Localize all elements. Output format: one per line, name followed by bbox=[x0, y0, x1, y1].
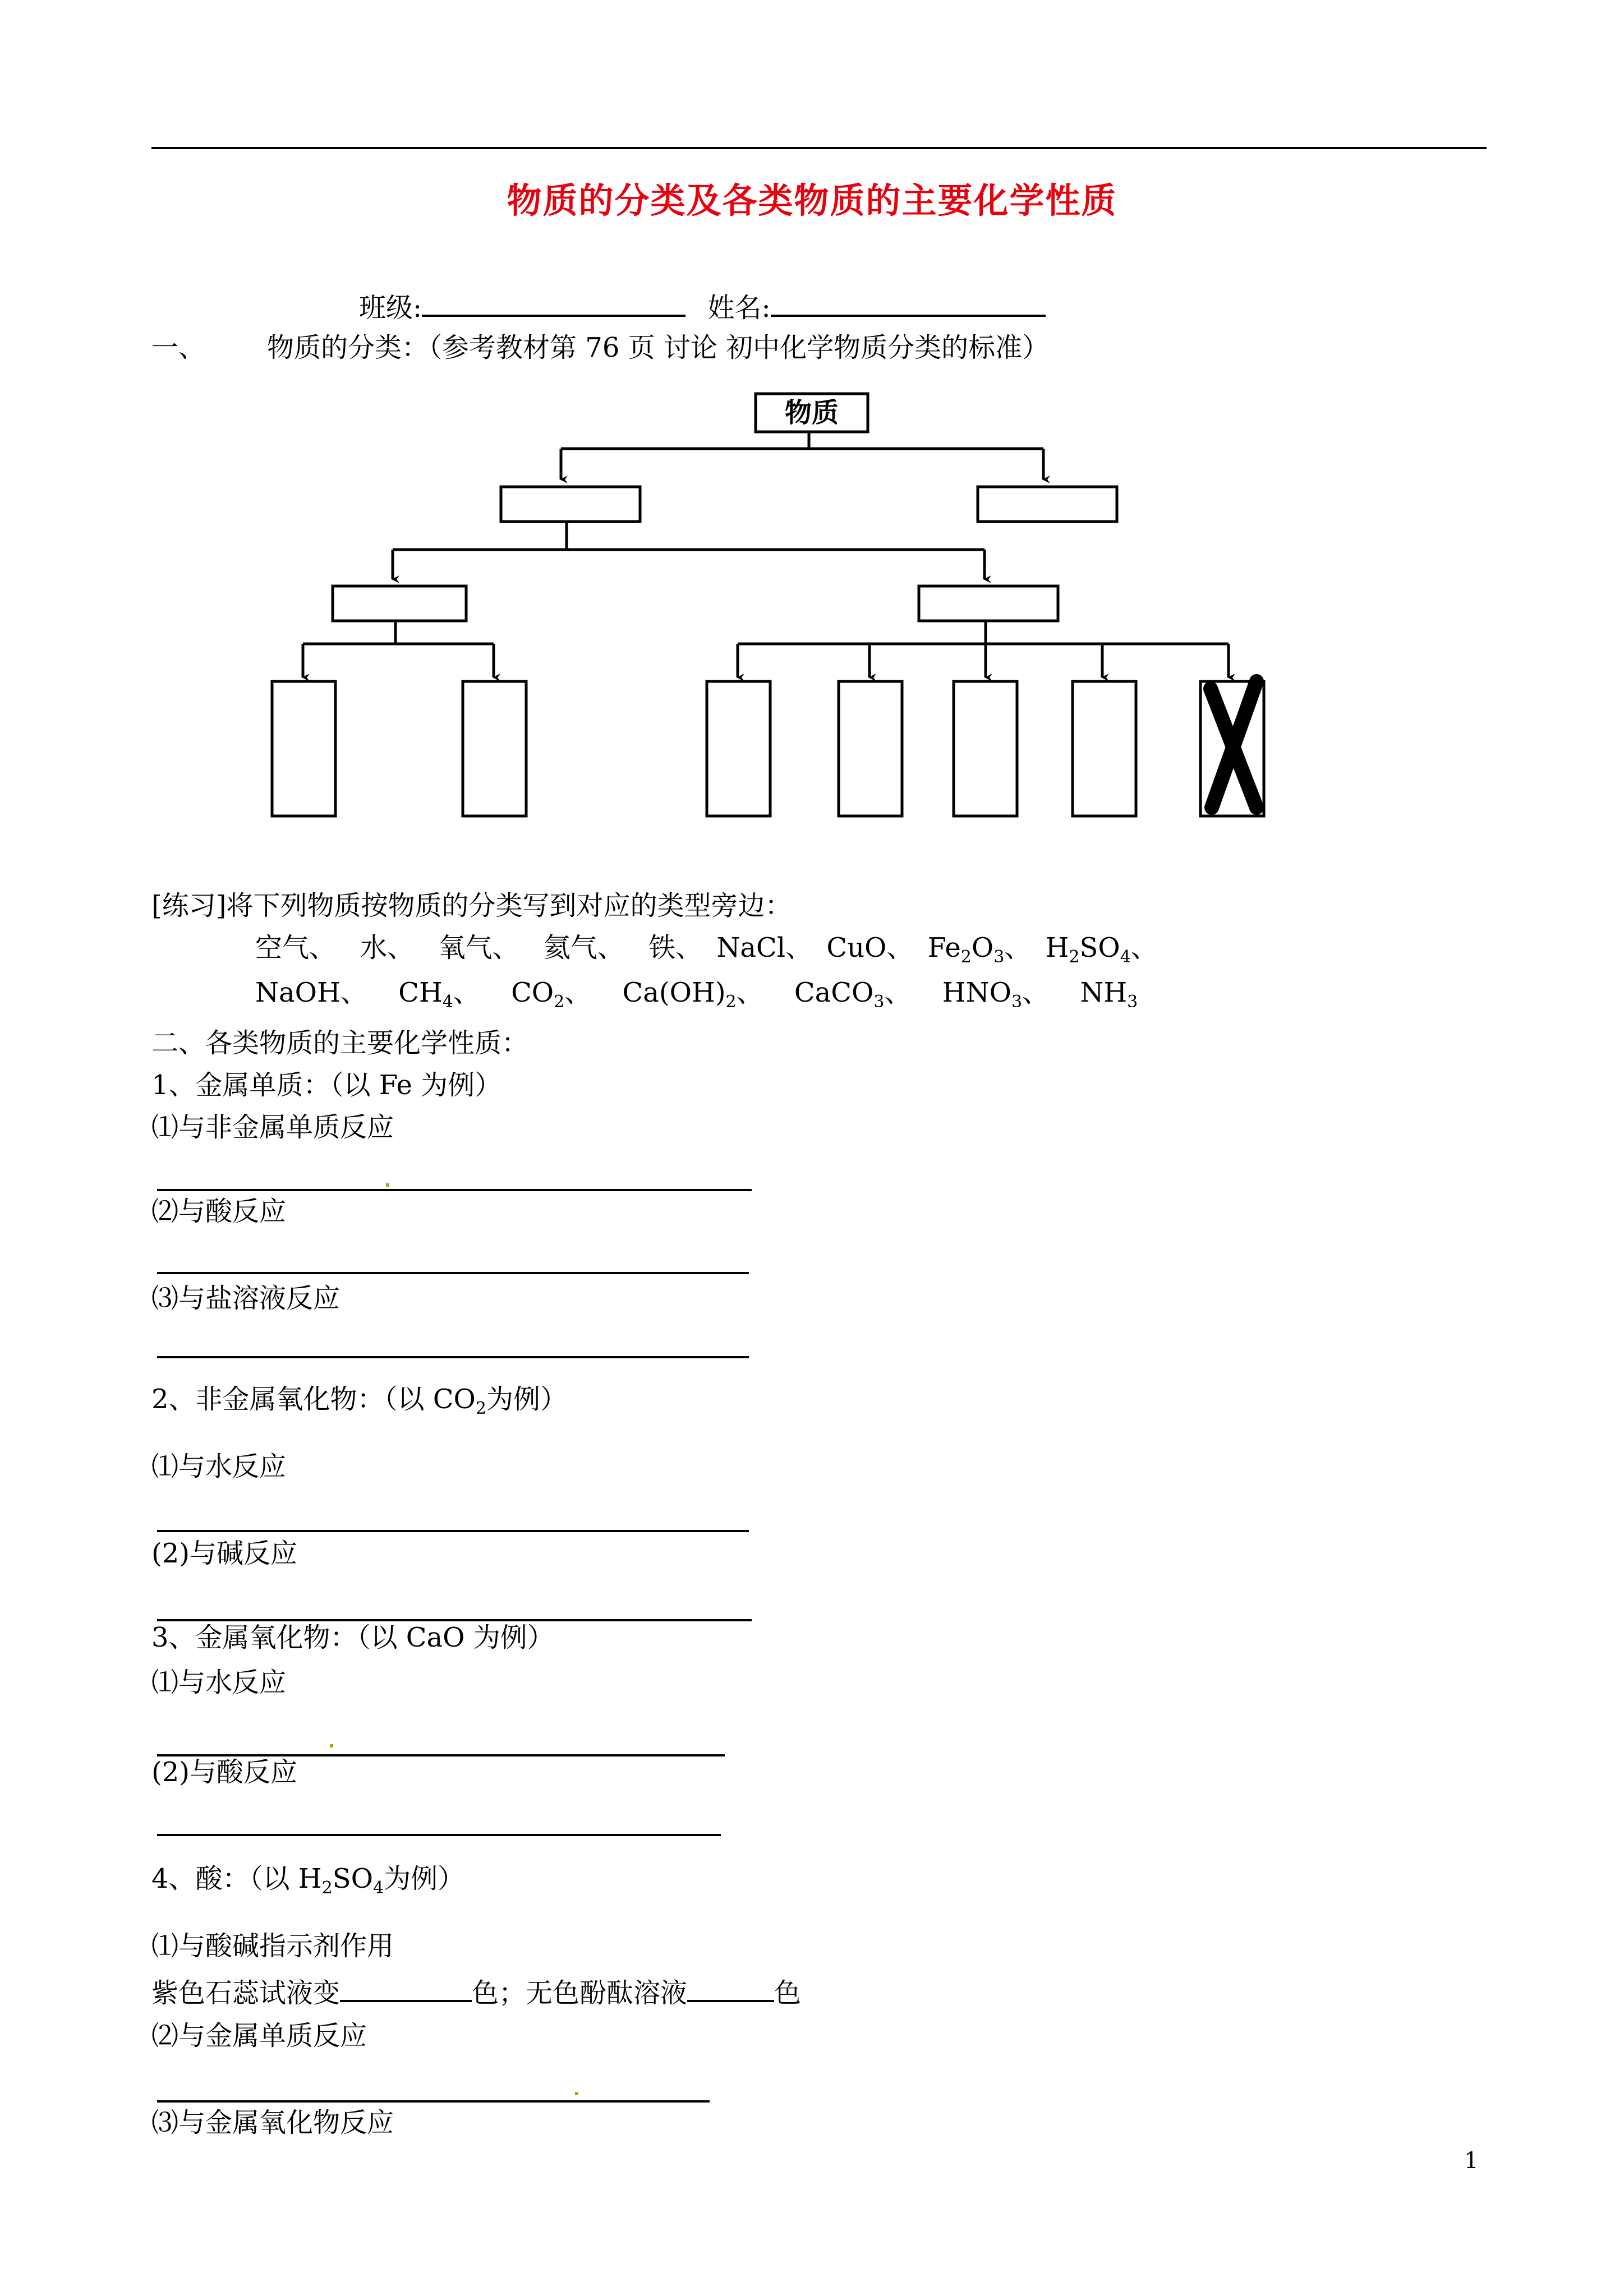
speck bbox=[575, 2092, 578, 2095]
exercise-prompt: [练习]将下列物质按物质的分类写到对应的类型旁边： bbox=[151, 890, 792, 921]
answer-line[interactable] bbox=[157, 1834, 721, 1836]
item-h2so4: $H_2SO_4$、 bbox=[1045, 932, 1158, 967]
document-title: 物质的分类及各类物质的主要化学性质 bbox=[507, 180, 1117, 221]
item-iron: 铁、 bbox=[648, 932, 703, 963]
name-label: 姓名: bbox=[707, 292, 771, 324]
section1-number: 一、 bbox=[151, 332, 206, 363]
item-cuo: CuO、 bbox=[826, 932, 914, 963]
s1-item1: ⑴与非金属单质反应 bbox=[151, 1112, 394, 1143]
exercise-row2 bbox=[255, 976, 1138, 1012]
item-ch4: $CH_4$、 bbox=[398, 977, 480, 1012]
item-hno3: $HNO_3$、 bbox=[942, 977, 1050, 1012]
item-caoh2: $Ca(OH)_2$、 bbox=[622, 977, 763, 1012]
cross-mark bbox=[1211, 681, 1257, 808]
s3-item1: ⑴与水反应 bbox=[151, 1667, 287, 1698]
answer-line[interactable] bbox=[157, 2100, 710, 2103]
s1-heading: 1、金属单质：（以 Fe 为例） bbox=[151, 1069, 502, 1101]
item-oxygen: 氧气、 bbox=[438, 932, 519, 963]
class-label: 班级: bbox=[359, 292, 422, 324]
s4-item3: ⑶与金属氧化物反应 bbox=[151, 2107, 394, 2138]
item-air: 空气、 bbox=[255, 932, 337, 963]
s2-item1: ⑴与水反应 bbox=[151, 1451, 287, 1482]
s1-item3: ⑶与盐溶液反应 bbox=[151, 1283, 341, 1314]
leaf-box-2 bbox=[463, 681, 526, 816]
item-co2: $CO_2$、 bbox=[511, 977, 592, 1012]
speck bbox=[330, 1744, 333, 1748]
item-fe2o3: $Fe_2O_3$、 bbox=[927, 932, 1032, 967]
item-helium: 氦气、 bbox=[543, 932, 624, 963]
speck bbox=[386, 1183, 389, 1187]
item-water: 水、 bbox=[360, 932, 415, 963]
s4-item1: ⑴与酸碱指示剂作用 bbox=[151, 1930, 394, 1962]
s2-item2: (2)与碱反应 bbox=[151, 1538, 297, 1569]
exercise-row1 bbox=[255, 931, 1158, 965]
item-nh3: $NH_3$ bbox=[1080, 977, 1138, 1012]
leaf-box-5 bbox=[954, 681, 1017, 816]
answer-line[interactable] bbox=[157, 1356, 749, 1358]
leaf-box-3 bbox=[707, 681, 770, 816]
s4-heading: 4、酸：（以 $H_2SO_4$为例） bbox=[151, 1863, 465, 1898]
section1-text: 物质的分类：（参考教材第 76 页 讨论 初中化学物质分类的标准） bbox=[267, 332, 1050, 363]
root-label: 物质 bbox=[784, 397, 839, 428]
s2-heading: 2、非金属氧化物：（以 $CO_2$为例） bbox=[151, 1384, 567, 1418]
answer-line[interactable] bbox=[157, 1530, 749, 1532]
phenolphthalein-color-field[interactable] bbox=[687, 1974, 774, 2002]
s3-item2: (2)与酸反应 bbox=[151, 1756, 297, 1788]
item-nacl: NaCl、 bbox=[716, 932, 813, 963]
s4-item2: ⑵与金属单质反应 bbox=[151, 2020, 367, 2051]
answer-line[interactable] bbox=[157, 1189, 752, 1191]
s1-item2: ⑵与酸反应 bbox=[151, 1196, 287, 1227]
item-caco3: CaCO$_3$、 bbox=[794, 977, 912, 1012]
level1-left-box bbox=[501, 487, 640, 522]
leaf-box-1 bbox=[272, 681, 335, 816]
level2-left-box bbox=[333, 586, 466, 621]
s4-indicator-line: 紫色石蕊试液变 色；无色酚酞溶液 色 bbox=[151, 1974, 801, 2010]
section2-heading: 二、各类物质的主要化学性质： bbox=[151, 1027, 529, 1059]
answer-line[interactable] bbox=[157, 1272, 749, 1274]
leaf-box-6 bbox=[1073, 681, 1136, 816]
level1-right-box bbox=[978, 487, 1117, 522]
leaf-box-4 bbox=[839, 681, 902, 816]
item-naoh: NaOH、 bbox=[255, 977, 367, 1008]
litmus-color-field[interactable] bbox=[340, 1974, 472, 2002]
page-number: 1 bbox=[1464, 2148, 1479, 2174]
s3-heading: 3、金属氧化物：（以 CaO 为例） bbox=[151, 1622, 554, 1653]
level2-right-box bbox=[919, 586, 1058, 621]
